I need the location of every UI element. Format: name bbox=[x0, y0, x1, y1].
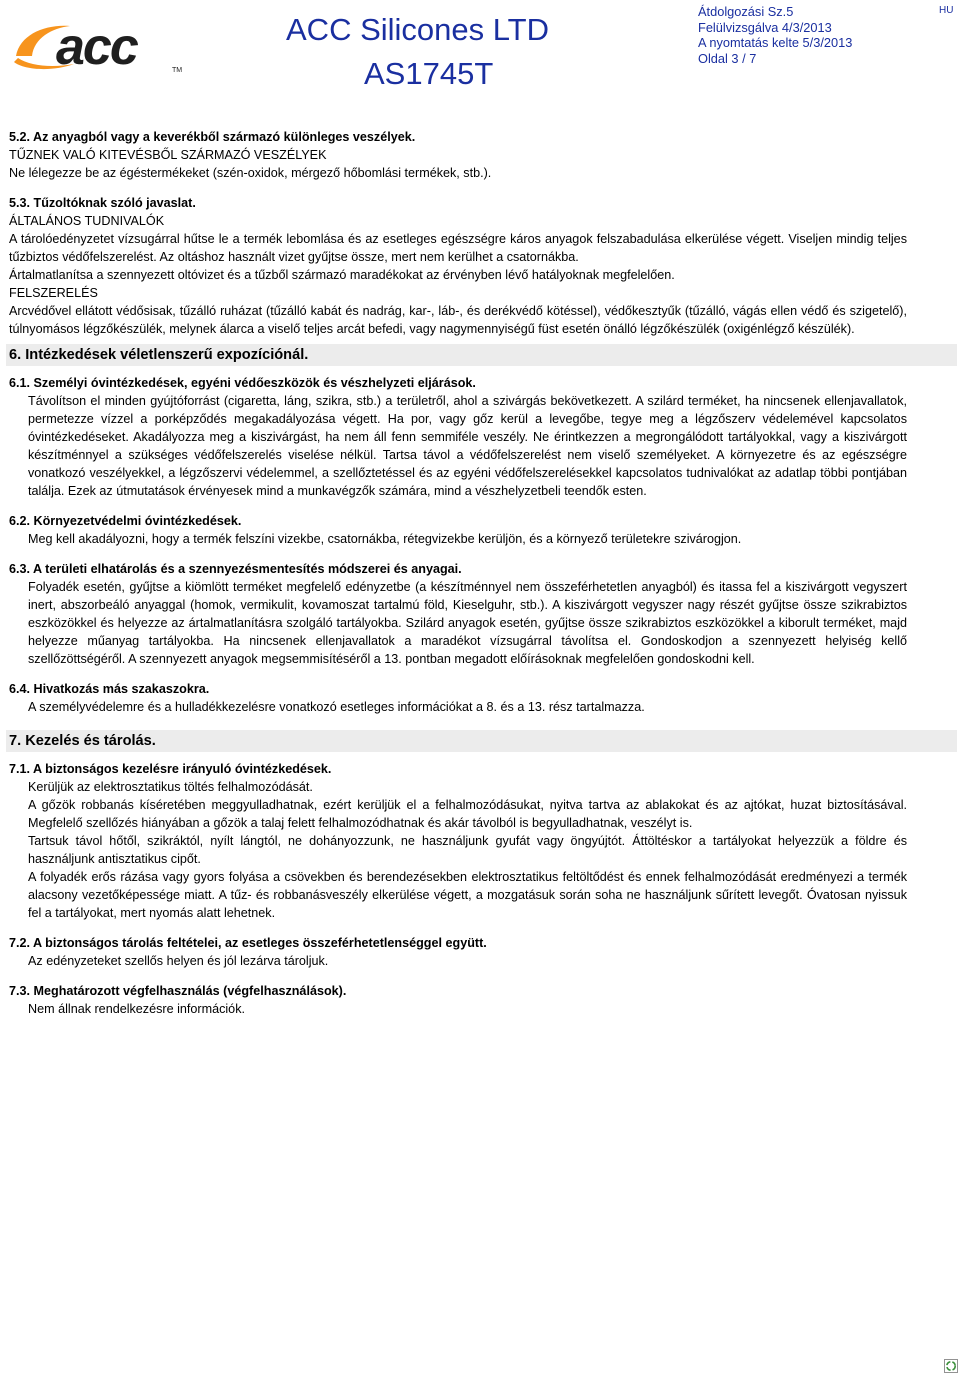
subheading-equipment: FELSZERELÉS bbox=[9, 286, 98, 300]
paragraph: Ne lélegezze be az égéstermékeket (szén-oxidok, mérgező hőbomlási termékek, stb.). bbox=[9, 166, 492, 180]
paragraph: A folyadék erős rázása vagy gyors folyása a csövekben és berendezésekben elektrosztatikus feltöltődést és ennek felhalmozódását eredményezi a termék alacsony vezetőképessége miatt. A tűz- és robbanásveszély elkerülése végett, a mozgatásuk során soha ne használjunk sűrített levegőt. Óvatosan nyissuk fel a tartályokat, mert nyomás alatt lehetnek. bbox=[28, 870, 907, 920]
paragraph: A tárolóedényzetet vízsugárral hűtse le a termék lebomlása és az esetleges egészségre káros anyagok felszabadulása elkerülése végett. Viseljen mindig teljes tűzbiztos védőfelszerelést. Az oltáshoz használt vizet gyűjtse össze, mert nem kerülhet a csatornákba. bbox=[9, 232, 907, 264]
paragraph: Kerüljük az elektrosztatikus töltés felhalmozódását. bbox=[28, 780, 313, 794]
subsection-title-6-2: 6.2. Környezetvédelmi óvintézkedések. bbox=[9, 514, 242, 528]
language-code: HU bbox=[939, 5, 954, 16]
logo-text: acc bbox=[56, 18, 137, 76]
section-title-7: 7. Kezelés és tárolás. bbox=[6, 730, 957, 752]
print-date: A nyomtatás kelte 5/3/2013 bbox=[698, 35, 853, 50]
logo-tm: TM bbox=[172, 67, 183, 74]
subheading-fire-hazards: TŰZNEK VALÓ KITEVÉSBŐL SZÁRMAZÓ VESZÉLYEK bbox=[9, 148, 327, 162]
revision-number: Átdolgozási Sz.5 bbox=[698, 4, 794, 19]
subsection-title-6-1: 6.1. Személyi óvintézkedések, egyéni védőeszközök és vészhelyzeti eljárások. bbox=[9, 376, 476, 390]
subheading-general: ÁLTALÁNOS TUDNIVALÓK bbox=[9, 214, 165, 228]
subsection-title-6-3: 6.3. A területi elhatárolás és a szennyezésmentesítés módszerei és anyagai. bbox=[9, 562, 462, 576]
paragraph: Az edényzeteket szellős helyen és jól lezárva tároljuk. bbox=[28, 954, 329, 968]
company-name: ACC Silicones LTD bbox=[286, 12, 550, 47]
subsection-title-7-3: 7.3. Meghatározott végfelhasználás (végfelhasználások). bbox=[9, 984, 347, 998]
subsection-title-5-2: 5.2. Az anyagból vagy a keverékből származó különleges veszélyek. bbox=[9, 130, 416, 144]
section-title-6: 6. Intézkedések véletlenszerű expozíciónál. bbox=[6, 344, 957, 366]
paragraph: Ártalmatlanítsa a szennyezett oltóvizet és a tűzből származó maradékokat az érvényben lévő hatályoknak megfelelően. bbox=[9, 268, 675, 282]
subsection-title-5-3: 5.3. Tűzoltóknak szóló javaslat. bbox=[9, 196, 196, 210]
document-meta bbox=[698, 4, 852, 66]
page-number: Oldal 3 / 7 bbox=[698, 50, 757, 66]
paragraph: A személyvédelemre és a hulladékkezelésre vonatkozó esetleges információkat a 8. és a 13. rész tartalmazza. bbox=[28, 700, 645, 714]
recycle-icon bbox=[944, 1359, 958, 1373]
subsection-title-7-2: 7.2. A biztonságos tárolás feltételei, az esetleges összeférhetetlenséggel együtt. bbox=[9, 936, 487, 950]
paragraph: A gőzök robbanás kíséretében meggyulladhatnak, ezért kerüljük el a felhalmozódásukat, nyitva tartva az ablakokat és az ajtókat, huzat biztosításával. Megfelelő szellőzés hiányában a gőzök a talaj felett felhalmozódhatnak és akár távolból is begyulladhatnak, veszélyt is. bbox=[28, 798, 907, 830]
paragraph: Távolítson el minden gyújtóforrást (cigaretta, láng, szikra, stb.) a területről, ahol a szivárgás bekövetkezett. A szilárd terméket, ha nincsenek ellenjavallatok, permetezze vízzel a porképződés megakadályozása végett. Ha por, vagy gőz kerül a levegőbe, tegye meg a légzőszerv védelemével kapcsolatos óvintézkedéseket. Akadályozza meg a kiszivárgást, ha nem áll fenn semmiféle veszély. Ne érintkezzen a megrongálódott tartályokkal, vagy a kiszivárgott készítménnyel a szükséges védőfelszerelés viselése nélkül. Tartsa távol a védőfelszerelést nem viselő személyeket. A környezetre és az egészségre vonatkozó veszélyekkel, a légzőszervi védelemmel, a szellőztetéssel és az egyéni védőfelszerelésekkel kapcsolatos tudnivalókat az adatlap többi pontjában találja. Ezek az útmutatások érvényesek mind a munkavégzők számára, mind a vészhelyzetbeli teendők esten. bbox=[28, 394, 907, 498]
revision-date: Felülvizsgálva 4/3/2013 bbox=[698, 19, 832, 35]
paragraph: Meg kell akadályozni, hogy a termék felszíni vizekbe, csatornákba, rétegvizekbe kerüljön, és a környező területekre szivárogjon. bbox=[28, 532, 742, 546]
product-code: AS1745T bbox=[364, 56, 494, 91]
paragraph: Arcvédővel ellátott védősisak, tűzálló ruházat (tűzálló kabát és nadrág, kar-, láb-, és derékvédő kötéssel), védőkesztyűk (tűzálló, vágás ellen védő és szigetelő), túlnyomásos légzőkészülék, melynek álarca a viselő teljes arcát befedi, vagy nagymennyiségű füst esetén önálló légzőkészülék (oxigénlégző készülék). bbox=[9, 304, 907, 336]
page-header bbox=[0, 0, 960, 100]
subsection-title-7-1: 7.1. A biztonságos kezelésre irányuló óvintézkedések. bbox=[9, 762, 332, 776]
subsection-title-6-4: 6.4. Hivatkozás más szakaszokra. bbox=[9, 682, 210, 696]
paragraph: Tartsuk távol hőtől, szikráktól, nyílt lángtól, ne dohányozzunk, ne használjunk gyufát vagy öngyújtót. Áttöltéskor a tartályokat helyezzük a földre és használjunk antisztatikus cipőt. bbox=[28, 834, 907, 866]
paragraph: Nem állnak rendelkezésre információk. bbox=[28, 1002, 245, 1016]
paragraph: Folyadék esetén, gyűjtse a kiömlött terméket megfelelő edényzetbe (a készítménnyel nem összeférhetetlen anyagból) és itassa fel a kiszivárgott vegyszert inert, abszorbeáló anyaggal (homok, vermikulit, kovamoszat tartalmú föld, Kieselguhr, stb.). A kiszivárgott vegyszer nagy részét gyűjtse össze szikrabiztos eszközökkel és helyezze az ártalmatlanításra szolgáló tartályokba. Szilárd anyagok esetén, gyűjtse össze szikrabiztos eszközökkel a kiborult terméket, majd helyezze műanyag tartályokba. Ha nincsenek ellenjavallatok a maradékot vízsugárral távolítsa el. Gondoskodjon a szennyezett helyiség kellő szellőzöttségéről. A szennyezett anyagok megsemmisítéséről a 13. pontban megadott előírásoknak megfelelően gondoskodni kell. bbox=[28, 580, 907, 666]
document-body bbox=[9, 128, 907, 1018]
acc-logo bbox=[12, 14, 190, 76]
